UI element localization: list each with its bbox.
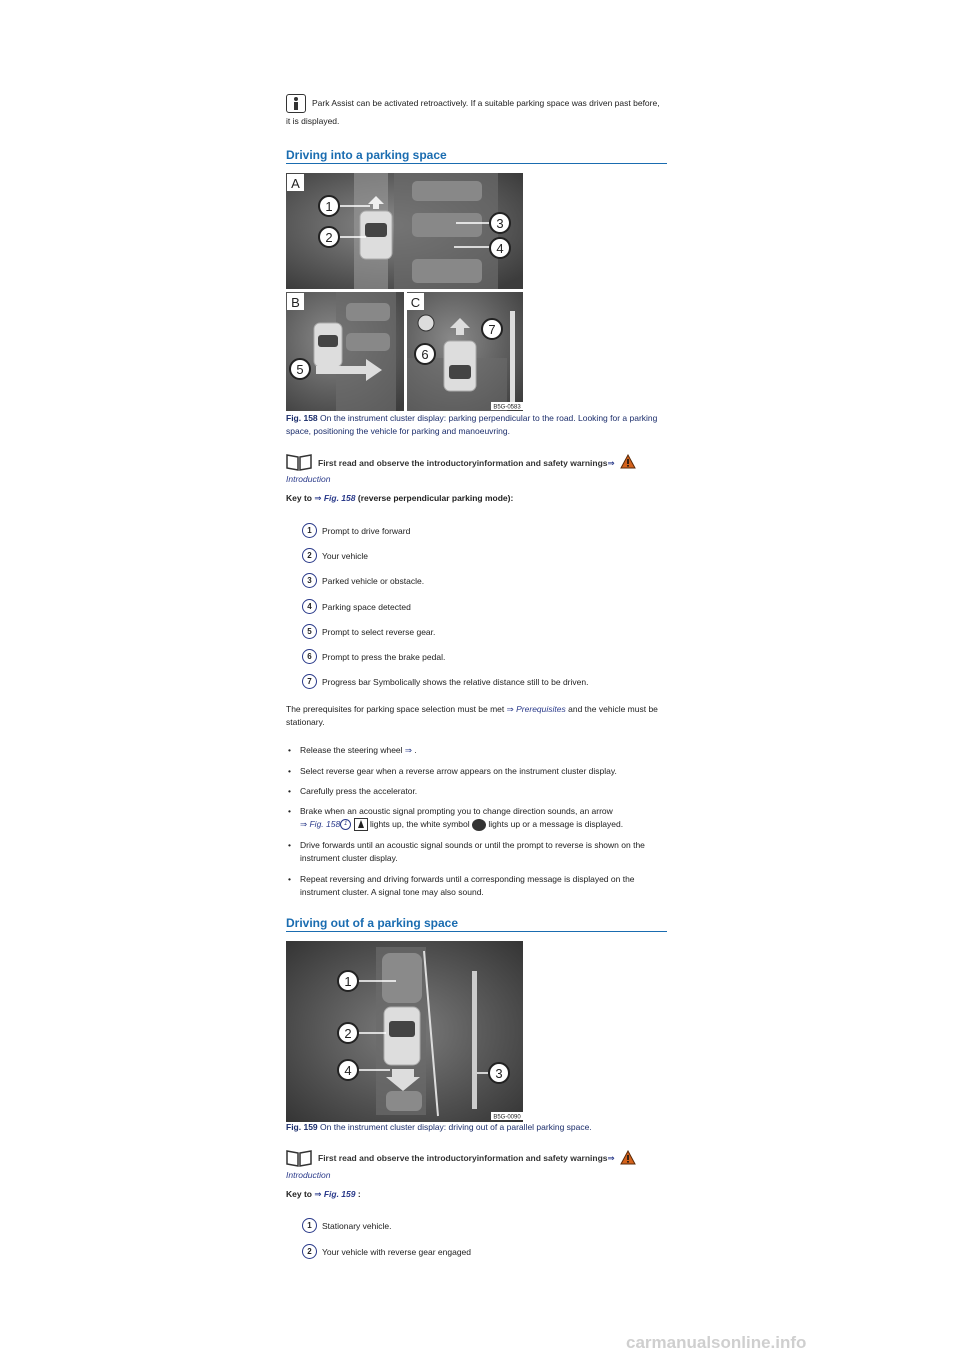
panel-a-label: A bbox=[291, 176, 300, 191]
callout-2 bbox=[338, 1023, 358, 1043]
figure-159 bbox=[286, 941, 523, 1122]
warning-text-1: First read and observe the introductoryinformation and safety warnings⇒ bbox=[318, 458, 615, 468]
introduction-link-2[interactable]: Introduction bbox=[286, 1170, 331, 1180]
svg-text:1: 1 bbox=[325, 199, 333, 214]
warning-triangle-icon bbox=[620, 1150, 636, 1165]
warning-triangle-icon bbox=[620, 454, 636, 469]
panel-c bbox=[407, 292, 523, 411]
park-assist-symbol-icon bbox=[354, 818, 368, 831]
callout-1 bbox=[319, 196, 339, 216]
svg-text:1: 1 bbox=[344, 974, 352, 989]
panel-b-label: B bbox=[291, 295, 300, 310]
warning-text-2: First read and observe the introductoryinformation and safety warnings⇒ bbox=[318, 1153, 615, 1163]
note-line-1: Park Assist can be activated retroactively. If a suitable parking space was driven past before, bbox=[312, 98, 660, 108]
steering-symbol-icon bbox=[472, 819, 486, 831]
figure-158-caption: Fig. 158 On the instrument cluster display: parking perpendicular to the road. Looking for a parking space, positioning the vehicle for parking and manoeuvring. bbox=[286, 413, 658, 436]
figure-code: B5G-0090 bbox=[493, 1114, 521, 1121]
svg-text:4: 4 bbox=[496, 241, 504, 256]
callout-5 bbox=[290, 359, 310, 379]
book-icon bbox=[285, 453, 313, 471]
fig-158-link[interactable]: ⇒ Fig. 158 bbox=[314, 493, 356, 503]
watermark: carmanualsonline.info bbox=[626, 1333, 807, 1352]
panel-c-label: C bbox=[410, 295, 421, 310]
callout-7 bbox=[482, 319, 502, 339]
svg-text:3: 3 bbox=[495, 1066, 503, 1081]
warning-arrow: ⇒ bbox=[607, 458, 615, 468]
prerequisites-link[interactable]: ⇒ Prerequisites bbox=[506, 704, 566, 714]
svg-text:7: 7 bbox=[488, 322, 496, 337]
figure-code: B5G-0583 bbox=[493, 404, 521, 411]
figure-159-caption: Fig. 159 On the instrument cluster display: driving out of a parallel parking space. bbox=[286, 1122, 592, 1132]
key-intro-158: Key to ⇒ Fig. 158 (reverse perpendicular parking mode): bbox=[286, 493, 514, 503]
info-icon bbox=[286, 94, 306, 113]
callout-1 bbox=[338, 971, 358, 991]
key-intro-159: Key to ⇒ Fig. 159 : bbox=[286, 1189, 361, 1199]
book-icon bbox=[285, 1149, 313, 1167]
svg-text:4: 4 bbox=[344, 1063, 352, 1078]
note-line-2: it is displayed. bbox=[286, 116, 340, 126]
svg-text:2: 2 bbox=[325, 230, 333, 245]
callout-3 bbox=[489, 1063, 509, 1083]
callout-4 bbox=[338, 1060, 358, 1080]
callout-3 bbox=[490, 213, 510, 233]
section-heading-driving-into: Driving into a parking space bbox=[286, 148, 667, 164]
svg-text:5: 5 bbox=[296, 362, 304, 377]
prereq-paragraph: The prerequisites for parking space selection must be met ⇒ Prerequisites and the vehicle must be stationary. bbox=[286, 704, 658, 727]
callout-6 bbox=[415, 344, 435, 364]
section-heading-driving-out: Driving out of a parking space bbox=[286, 916, 667, 932]
svg-text:6: 6 bbox=[421, 347, 429, 362]
figure-158 bbox=[286, 173, 523, 411]
panel-a bbox=[286, 173, 523, 289]
ref-circle-1: 1 bbox=[340, 819, 351, 830]
svg-text:2: 2 bbox=[344, 1026, 352, 1041]
callout-4 bbox=[490, 238, 510, 258]
svg-text:3: 3 bbox=[496, 216, 504, 231]
callout-2 bbox=[319, 227, 339, 247]
panel-b bbox=[286, 292, 404, 411]
fig-159-link[interactable]: ⇒ Fig. 159 bbox=[314, 1189, 356, 1199]
introduction-link-1[interactable]: Introduction bbox=[286, 474, 331, 484]
